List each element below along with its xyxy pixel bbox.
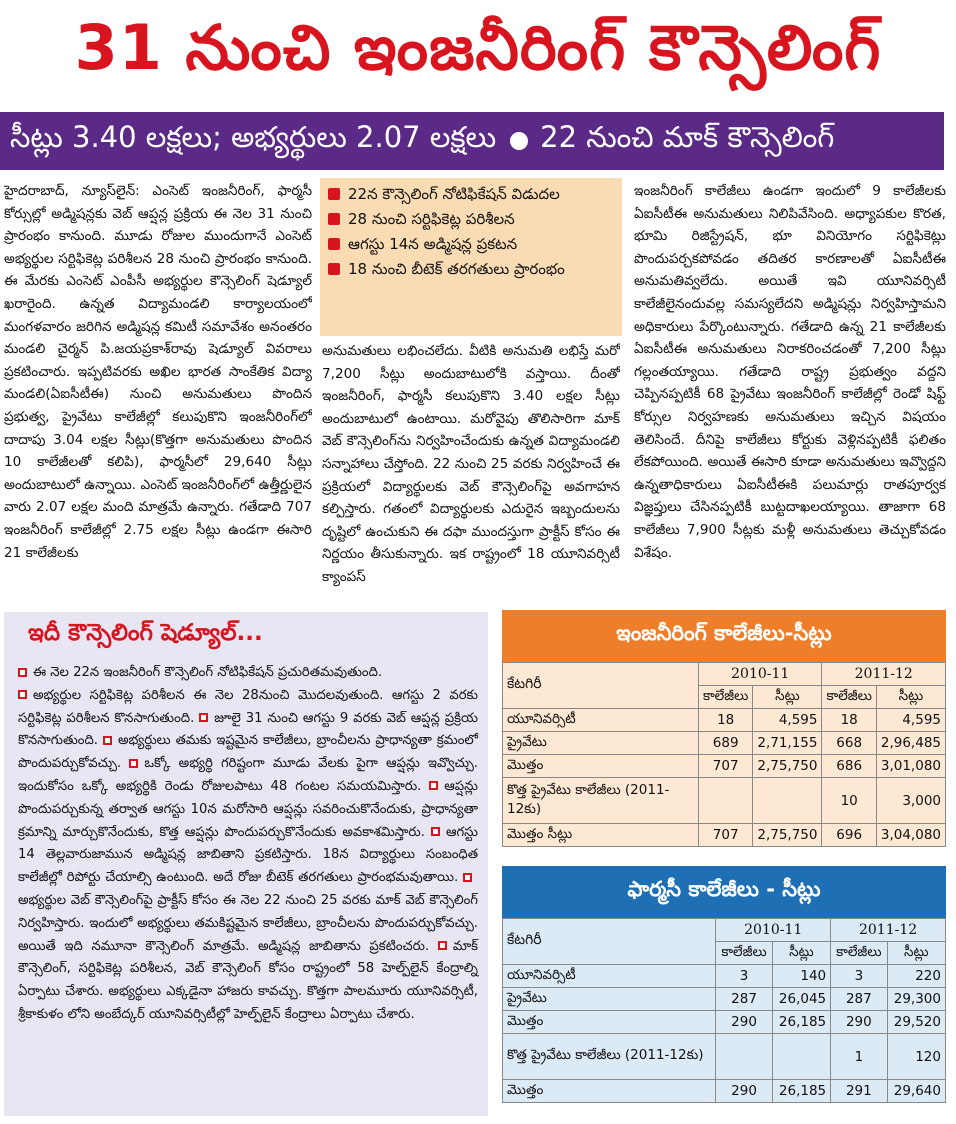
article-column-2: అనుమతులు లభించలేదు. వీటికి అనుమతి లభిస్తే మరో 7,200 సీట్లు అందుబాటులోకి వస్తాయి. దీంతో ఇంజనీరింగ్, ఫార్మసీ కలుపుకొని 3.40 లక్షల సీట్లు అందుబాటులో ఉంటాయి. మరోవైపు తొలిసారిగా మాక్ వెబ్ కౌన్సెలింగ్‌ను నిర్వహించేందుకు ఉన్నత విద్యామండలి సన్నాహాలు చేస్తోంది. 22 నుంచి 25 వరకు నిర్వహించే ఈ ప్రక్రియలో విద్యార్థులకు వెబ్ కౌన్సెలింగ్‌పై అవగాహన కల్పిస్తారు. గతంలో విద్యార్థులకు ఎదురైన ఇబ్బందులను దృష్టిలో ఉంచుకుని ఈ దఫా ముందస్తుగా ప్రాక్టీస్ కోసం ఈ నిర్ణయం తీసుకున్నారు. ఇక రాష్ట్రంలో 18 యూనివర్సిటీ క్యాంపస్ [322, 343, 620, 585]
table-cell: 291 [831, 1080, 887, 1103]
column-header: కాలేజీలు [822, 686, 876, 709]
table-cell: 2,75,750 [753, 824, 822, 847]
schedule-item: ఒక్కో అభ్యర్థి గరిష్టంగా మూడు వేలకు పైగా ఆప్షన్లు ఇవ్వొచ్చు. ఇందుకోసం ఒక్కో అభ్యర్థికి రెండు రోజులపాటు 48 గంటల సమయమిస్తారు. [18, 756, 478, 794]
table-cell: 140 [772, 965, 830, 988]
table-cell: 29,640 [887, 1080, 945, 1103]
table-cell: కొత్త ప్రైవేటు కాలేజీలు (2011-12కు) [503, 778, 699, 824]
table-cell: 2,75,750 [753, 755, 822, 778]
article-column-1: హైదరాబాద్, న్యూస్‌లైన్: ఎంసెట్ ఇంజనీరింగ్, ఫార్మసీ కోర్సుల్లో అడ్మిషన్లకు వెబ్ ఆప్షన్ల ప్రక్రియ ఈ నెల 31 నుంచి ప్రారంభం కానుంది. మూడు రోజుల ముందుగానే ఎంసెట్ అభ్యర్థుల సర్టిఫికెట్ల పరిశీలన 28 నుంచి ప్రారంభం కానుంది. ఈ మేరకు ఎంసెట్ ఎంపీసీ అభ్యర్థుల కౌన్సెలింగ్ షెడ్యూల్ ఖరారైంది. ఉన్నత విద్యామండలి కార్యాలయంలో మంగళవారం జరిగిన అడ్మిషన్ల కమిటీ సమావేశం అనంతరం మండలి చైర్మన్ పి.జయప్రకాశ్‌రావు షెడ్యూల్ వివరాలు ప్రకటించారు. ఇప్పటివరకు అఖిల భారత సాంకేతిక విద్యా మండలి(ఏఐసీటీఈ) నుంచి అనుమతులు పొందిన ప్రభుత్వ, ప్రైవేటు కాలేజీల్లో కలుపుకొని ఇంజనీరింగ్‌లో దాదాపు 3.04 లక్షల సీట్లు(కొత్తగా అనుమతులు పొందిన 10 కాలేజీలతో కలిపి), ఫార్మసీలో 29,640 సీట్లు అందుబాటులో ఉన్నాయి. ఎంసెట్ ఇంజనీరింగ్‌లో ఉత్తీర్ణులైన వారు 2.07 లక్షల మంది మాత్రమే ఉన్నారు. గతేడాది 707 ఇంజనీరింగ్ కాలేజీల్లో 2.75 లక్షల సీట్లు ఉండగా ఈసారి 21 కాలేజీలకు [4, 183, 312, 561]
schedule-item: అభ్యర్థుల వెబ్ కౌన్సెలింగ్‌పై ప్రాక్టీస్ కోసం ఈ నెల 22 నుంచి 25 వరకు మాక్ వెబ్ కౌన్సెలింగ్ నిర్వహిస్తారు. ఇందులో అభ్యర్థులు తమకిష్టమైన కాలేజీలు, బ్రాంచీలను పొందుపర్చుకోవచ్చు. అయితే ఇది నమూనా కౌన్సెలింగ్ మాత్రమే. అడ్మిషన్ల జాబితాను ప్రకటించరు. [18, 870, 478, 953]
table-cell: 2,96,485 [876, 732, 945, 755]
schedule-item: జూలై 31 నుంచి ఆగస్టు 9 వరకు వెబ్ ఆప్షన్ల ప్రక్రియ కొనసాగుతుంది. [18, 710, 479, 749]
column-header: సీట్లు [772, 942, 830, 965]
table-cell: 10 [822, 778, 876, 824]
table-cell: 120 [887, 1034, 945, 1080]
schedule-item: అభ్యర్థుల సర్టిఫికెట్ల పరిశీలన ఈ నెల 28నుంచి మొదలవుతుంది. ఆగస్టు 2 వరకు సర్టిఫికెట్ల పరిశీలన కొనసాగుతుంది. [18, 687, 478, 726]
table-cell: మొత్తం [503, 1011, 716, 1034]
engineering-table-title: ఇంజనీరింగ్ కాలేజీలు-సీట్లు [502, 610, 946, 662]
table-cell: 287 [716, 988, 772, 1011]
table-cell: 707 [698, 824, 752, 847]
subheadline-bar [0, 112, 944, 170]
table-cell [772, 1034, 830, 1080]
schedule-item: ఆగస్టు 14 తెల్లవారుజామున అడ్మిషన్ల జాబితాని ప్రకటిస్తారు. 18న విద్యార్థులు సంబంధిత కాలేజీల్లో రిపోర్టు చేయాల్సి ఉంటుంది. అదే రోజు బీటెక్ తరగతులు ప్రారంభమవుతాయి. [18, 824, 478, 886]
schedule-item: అభ్యర్థులు తమకు ఇష్టమైన కాలేజీలు, బ్రాంచీలను ప్రాధాన్యతా క్రమంలో పొందుపర్చుకోవచ్చు. [18, 733, 478, 772]
table-row [503, 732, 946, 755]
table-cell: యూనివర్సిటీ [503, 709, 699, 732]
highlights-box [320, 178, 622, 336]
headline: 31 నుంచి ఇంజనీరింగ్ కౌన్సెలింగ్ [74, 11, 882, 84]
square-bullet-icon [463, 873, 472, 882]
table-cell: 4,595 [876, 709, 945, 732]
table-cell: 287 [831, 988, 887, 1011]
square-bullet-icon [438, 941, 447, 950]
table-cell: 18 [698, 709, 752, 732]
table-cell: 696 [822, 824, 876, 847]
table-cell: 3 [831, 965, 887, 988]
schedule-title: ఇదీ కౌన్సెలింగ్ షెడ్యూల్... [28, 620, 263, 646]
year-header: 2010-11 [698, 663, 822, 686]
engineering-table [502, 610, 946, 847]
table-cell: 26,185 [772, 1080, 830, 1103]
schedule-item: ఈ నెల 22న ఇంజనీరింగ్ కౌన్సెలింగ్ నోటిఫికేషన్ ప్రచురితమవుతుంది. [18, 662, 478, 685]
bullet-icon [328, 238, 340, 250]
table-cell: 26,185 [772, 1011, 830, 1034]
column-header: కాలేజీలు [698, 686, 752, 709]
table-cell: 686 [822, 755, 876, 778]
table-cell: 668 [822, 732, 876, 755]
pharmacy-table-title: ఫార్మసీ కాలేజీలు - సీట్లు [502, 866, 946, 918]
square-bullet-icon [18, 690, 27, 699]
table-row [503, 1080, 946, 1103]
bullet-icon [328, 213, 340, 225]
table-cell: 26,045 [772, 988, 830, 1011]
table-cell: కొత్త ప్రైవేటు కాలేజీలు (2011-12కు) [503, 1034, 716, 1080]
engineering-table-body [503, 709, 946, 847]
square-bullet-icon [18, 668, 27, 677]
bullet-icon [510, 132, 528, 150]
table-cell: 707 [698, 755, 752, 778]
table-cell: 3,000 [876, 778, 945, 824]
subheadline-right: 22 నుంచి మాక్ కౌన్సెలింగ్ [540, 120, 835, 154]
column-header: సీట్లు [887, 942, 945, 965]
highlight-item: 22న కౌన్సెలింగ్ నోటిఫికేషన్ విడుదల [328, 182, 614, 207]
table-cell: మొత్తం సీట్లు [503, 824, 699, 847]
pharmacy-table-body [503, 965, 946, 1103]
table-cell: 290 [831, 1011, 887, 1034]
table-row [503, 778, 946, 824]
highlight-item: 18 నుంచి బీటెక్ తరగతులు ప్రారంభం [328, 257, 614, 282]
table-cell: 290 [716, 1080, 772, 1103]
table-row [503, 988, 946, 1011]
schedule-item: ఆప్షన్లు పొందుపర్చుకున్న తర్వాత ఆగస్టు 10న మరోసారి ఆప్షన్లు సవరించుకొనేందుకు, ప్రాధాన్యతా క్రమాన్ని మార్చుకొనేందుకు, కొత్త ఆప్షన్లు పొందుపర్చుకొనేందుకు అవకాశమిస్తారు. [18, 778, 478, 840]
table-cell: 1 [831, 1034, 887, 1080]
table-cell: 3,04,080 [876, 824, 945, 847]
subheadline-left: సీట్లు 3.40 లక్షలు; అభ్యర్థులు 2.07 లక్షలు [10, 120, 497, 154]
square-bullet-icon [199, 713, 208, 722]
table-cell: 2,71,155 [753, 732, 822, 755]
table-cell: 290 [716, 1011, 772, 1034]
table-cell [716, 1034, 772, 1080]
table-cell: ప్రైవేటు [503, 988, 716, 1011]
table-cell: మొత్తం [503, 1080, 716, 1103]
category-header: కేటగిరీ [503, 663, 699, 709]
table-cell: 689 [698, 732, 752, 755]
table-row [503, 1034, 946, 1080]
table-row [503, 824, 946, 847]
table-cell: ప్రైవేటు [503, 732, 699, 755]
table-row [503, 965, 946, 988]
schedule-item: మాక్ కౌన్సెలింగ్, సర్టిఫికెట్ల పరిశీలన, వెబ్ కౌన్సెలింగ్ కోసం రాష్ట్రంలో 58 హెల్ప్‌లైన్ కేంద్రాల్ని ఏర్పాటు చేశారు. అభ్యర్థులు ఎక్కడైనా హాజరు కావచ్చు. కొత్తగా పాలమూరు యూనివర్సిటీ, శ్రీకాకుళం లోని అంబేద్కర్ యూనివర్సిటీల్లో హెల్ప్‌లైన్ కేంద్రాలు ఏర్పాటు చేశారు. [18, 938, 478, 1022]
table-cell: 29,300 [887, 988, 945, 1011]
column-header: కాలేజీలు [831, 942, 887, 965]
table-cell: 18 [822, 709, 876, 732]
table-cell [753, 778, 822, 824]
table-cell: 220 [887, 965, 945, 988]
pharmacy-table [502, 866, 946, 1103]
table-cell: మొత్తం [503, 755, 699, 778]
year-header: 2011-12 [831, 919, 946, 942]
category-header: కేటగిరీ [503, 919, 716, 965]
table-row [503, 755, 946, 778]
table-cell: 4,595 [753, 709, 822, 732]
square-bullet-icon [429, 781, 438, 790]
table-cell: 3 [716, 965, 772, 988]
year-header: 2011-12 [822, 663, 946, 686]
square-bullet-icon [103, 736, 112, 745]
highlight-item: 28 నుంచి సర్టిఫికెట్ల పరిశీలన [328, 207, 614, 232]
table-row [503, 1011, 946, 1034]
column-header: కాలేజీలు [716, 942, 772, 965]
table-cell: 29,520 [887, 1011, 945, 1034]
column-header: సీట్లు [876, 686, 945, 709]
article-column-3: ఇంజనీరింగ్ కాలేజీలు ఉండగా ఇందులో 9 కాలేజీలకు ఏఐసీటీఈ అనుమతులు నిలిపివేసింది. అధ్యాపకుల కొరత, భూమి రిజిస్ట్రేషన్, భూ వినియోగం సర్టిఫికెట్లు పొందుపర్చకపోవడం తదితర కారణాలతో ఏఐసీటీఈ అనుమతివ్వలేదు. అయితే ఇవి యూనివర్సిటీ కాలేజీలైనందువల్ల సమస్యలేదని అడ్మిషన్లు నిర్వహిస్తామని అధికారులు పేర్కొంటున్నారు. గతేడాది ఉన్న 21 కాలేజీలకు ఏఐసీటీఈ అనుమతులు నిరాకరించడంతో 7,200 సీట్లు గల్లంతయ్యాయి. గతేడాది రాష్ట్ర ప్రభుత్వం వద్దని చెప్పినప్పటికీ 68 ప్రైవేటు ఇంజనీరింగ్ కాలేజీల్లో రెండో షిఫ్ట్ కోర్సుల నిర్వహణకు అనుమతులు ఇచ్చిన విషయం తెలిసిందే. దీనిపై కాలేజీలు కోర్టుకు వెళ్లినప్పటికీ ఫలితం లేకపోయింది. అయితే ఈసారి కూడా అనుమతులు ఇవ్వొద్దని ఉన్నతాధికారులు ఏఐసీటీఈకి పలుమార్లు రాతపూర్వక విజ్ఞప్తులు చేసినప్పటికీ బుట్టదాఖలయ్యాయి. తాజాగా 68 కాలేజీలు 7,900 సీట్లకు మళ్లీ అనుమతులు తెచ్చుకోవడం విశేషం. [634, 183, 946, 561]
column-header: సీట్లు [753, 686, 822, 709]
square-bullet-icon [431, 827, 440, 836]
table-row [503, 709, 946, 732]
table-cell [698, 778, 752, 824]
highlight-item: ఆగస్టు 14న అడ్మిషన్ల ప్రకటన [328, 232, 614, 257]
schedule-box [4, 612, 488, 1116]
bullet-icon [328, 263, 340, 275]
schedule-body [4, 658, 488, 1027]
table-cell: 3,01,080 [876, 755, 945, 778]
year-header: 2010-11 [716, 919, 831, 942]
square-bullet-icon [129, 759, 138, 768]
table-cell: యూనివర్సిటీ [503, 965, 716, 988]
bullet-icon [328, 188, 340, 200]
